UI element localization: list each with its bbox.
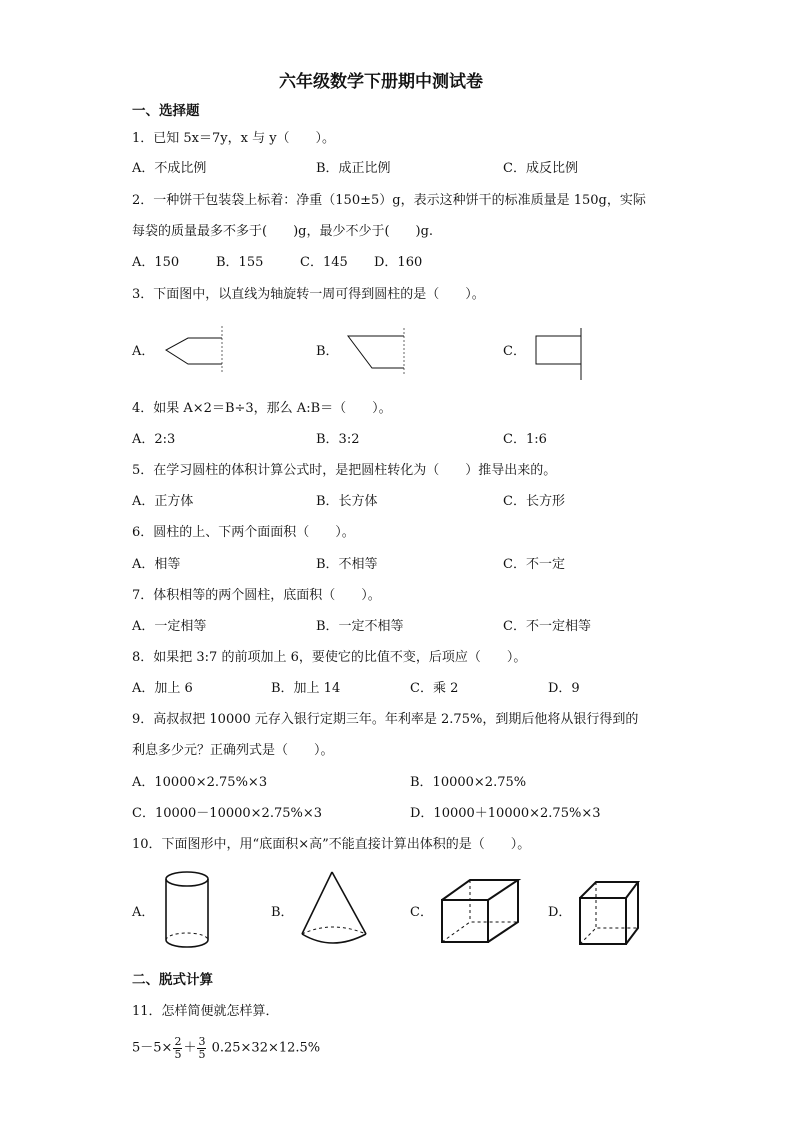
question-3-option-c: C． [503, 344, 526, 359]
fraction-1 [173, 1036, 182, 1060]
question-8-option-d: D．9 [548, 681, 580, 696]
question-5-stem: 5．在学习圆柱的体积计算公式时，是把圆柱转化为（ ）推导出来的。 [132, 463, 557, 478]
question-4-option-b: B．3:2 [316, 432, 360, 447]
question-9-option-a: A．10000×2.75%×3 [132, 775, 268, 790]
question-11-expression [132, 1036, 320, 1060]
fraction-2 [197, 1036, 206, 1060]
question-7-stem: 7．体积相等的两个圆柱，底面积（ ）。 [132, 588, 381, 603]
shape-b-figure [344, 326, 414, 378]
cylinder-figure [160, 868, 216, 952]
expression-part-2: 0.25×32×12.5% [207, 1040, 321, 1056]
question-7-option-a: A．一定相等 [132, 619, 207, 634]
question-3-stem: 3．下面图中，以直线为轴旋转一周可得到圆柱的是（ ）。 [132, 287, 485, 302]
question-4-option-a: A．2:3 [132, 432, 176, 447]
question-8-option-a: A．加上 6 [132, 681, 193, 696]
question-1-option-b: B．成正比例 [316, 161, 391, 176]
question-10-stem: 10．下面图形中，用“底面积×高”不能直接计算出体积的是（ ）。 [132, 837, 531, 852]
question-9-option-d: D．10000＋10000×2.75%×3 [410, 806, 601, 821]
question-10-option-d: D． [548, 905, 572, 920]
question-4-stem: 4．如果 A×2＝B÷3，那么 A:B＝（ ）。 [132, 401, 392, 416]
question-4-option-c: C．1:6 [503, 432, 547, 447]
page-title: 六年级数学下册期中测试卷 [279, 72, 483, 92]
question-5-option-b: B．长方体 [316, 494, 378, 509]
question-10-option-a: A． [132, 905, 155, 920]
rectangular-prism-figure [436, 876, 526, 948]
question-9-option-b: B．10000×2.75% [410, 775, 527, 790]
question-1-option-c: C．成反比例 [503, 161, 578, 176]
question-8-option-b: B．加上 14 [271, 681, 341, 696]
question-3-option-b: B． [316, 344, 339, 359]
question-9-stem-line2: 利息多少元？正确列式是（ ）。 [132, 743, 334, 758]
question-2-option-a: A．150 [132, 255, 180, 270]
plus-sign: ＋ [183, 1040, 197, 1056]
shape-a-figure [160, 324, 230, 380]
question-7-option-c: C．不一定相等 [503, 619, 591, 634]
question-8-stem: 8．如果把 3:7 的前项加上 6，要使它的比值不变，后项应（ ）。 [132, 650, 527, 665]
fraction-1-denominator: 5 [174, 1047, 182, 1061]
question-10-option-b: B． [271, 905, 294, 920]
fraction-2-numerator: 3 [198, 1035, 206, 1048]
question-8-option-c: C．乘 2 [410, 681, 459, 696]
question-1-option-a: A．不成比例 [132, 161, 207, 176]
expression-part-1: 5－5× [132, 1040, 173, 1056]
question-9-stem-line1: 9．高叔叔把 10000 元存入银行定期三年。年利率是 2.75%，到期后他将从银行得到的 [132, 712, 639, 727]
question-5-option-a: A．正方体 [132, 494, 194, 509]
question-3-option-a: A． [132, 344, 155, 359]
question-11-stem: 11．怎样简便就怎样算． [132, 1004, 279, 1019]
question-2-option-d: D．160 [374, 255, 423, 270]
fraction-1-numerator: 2 [174, 1035, 182, 1048]
section-heading-calculation: 二、脱式计算 [132, 972, 213, 988]
question-2-stem-line1: 2．一种饼干包装袋上标着：净重（150±5）g，表示这种饼干的标准质量是 150g，实际 [132, 193, 646, 208]
cube-figure [574, 878, 646, 950]
question-10-option-c: C． [410, 905, 433, 920]
shape-c-figure [532, 326, 592, 382]
section-heading-choice: 一、选择题 [132, 103, 200, 119]
question-5-option-c: C．长方形 [503, 494, 565, 509]
question-7-option-b: B．一定不相等 [316, 619, 404, 634]
question-6-stem: 6．圆柱的上、下两个面面积（ ）。 [132, 525, 355, 540]
question-2-option-c: C．145 [300, 255, 348, 270]
question-6-option-a: A．相等 [132, 557, 181, 572]
cone-figure [296, 868, 376, 952]
question-9-option-c: C．10000－10000×2.75%×3 [132, 806, 323, 821]
question-1-stem: 1．已知 5x＝7y，x 与 y（ ）。 [132, 131, 336, 146]
question-2-stem-line2: 每袋的质量最多不多于( )g，最少不少于( )g. [132, 224, 434, 239]
question-6-option-c: C．不一定 [503, 557, 565, 572]
fraction-2-denominator: 5 [198, 1047, 206, 1061]
question-2-option-b: B．155 [216, 255, 264, 270]
question-6-option-b: B．不相等 [316, 557, 378, 572]
